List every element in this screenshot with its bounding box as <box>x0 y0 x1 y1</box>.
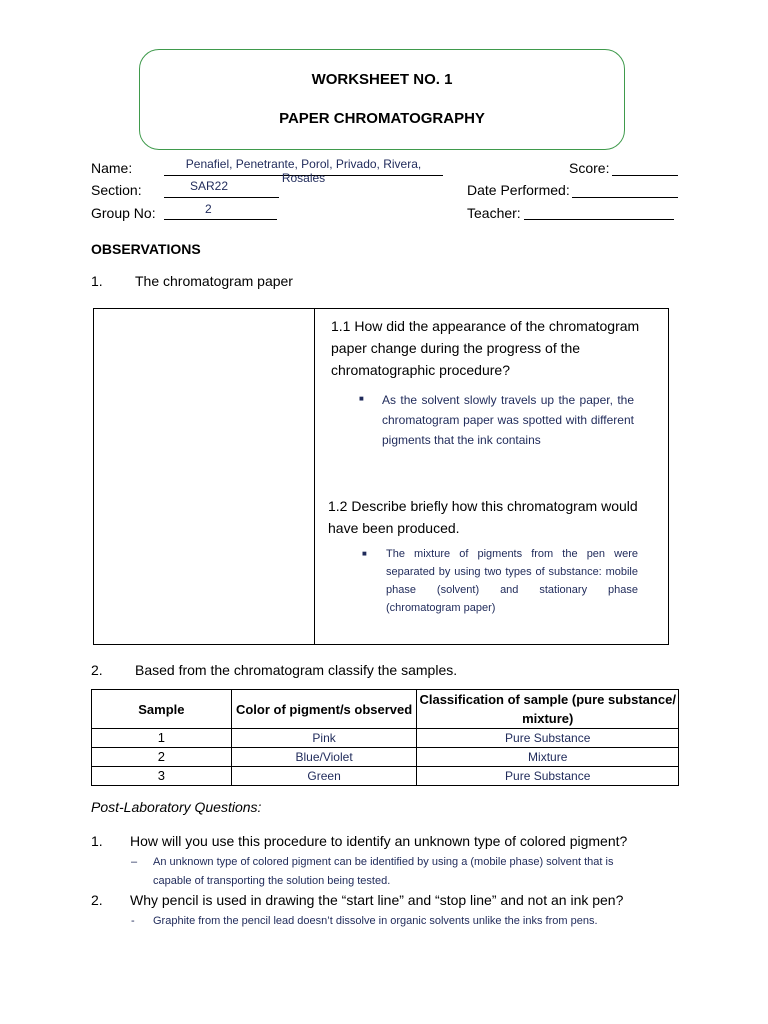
chromatogram-box-divider <box>314 308 315 645</box>
cell-sample: 3 <box>92 767 232 786</box>
worksheet-title: WORKSHEET NO. 1 <box>311 71 453 88</box>
question-1-1: 1.1 How did the appearance of the chromatogram paper change during the progress of the chromatographic procedure? <box>331 318 640 378</box>
post-lab-heading: Post-Laboratory Questions: <box>91 799 262 815</box>
cell-color: Pink <box>231 729 417 748</box>
item1-number: 1. <box>91 273 103 289</box>
bullet-1-2: ■ <box>362 549 367 558</box>
group-underline <box>164 218 277 220</box>
table-header-row <box>92 690 679 729</box>
bullet-1-1: ■ <box>359 394 364 403</box>
samples-table <box>91 689 679 786</box>
score-underline <box>612 174 678 176</box>
title-box <box>139 49 625 150</box>
post-q2: Why pencil is used in drawing the “start line” and “stop line” and not an ink pen? <box>130 892 624 908</box>
cell-sample: 2 <box>92 748 232 767</box>
header-sample: Sample <box>92 690 232 729</box>
date-underline <box>572 196 678 198</box>
section-label: Section: <box>91 182 142 198</box>
cell-sample: 1 <box>92 729 232 748</box>
post-q2-number: 2. <box>91 892 103 908</box>
item2-text: Based from the chromatogram classify the samples. <box>135 662 458 678</box>
table-row <box>92 748 679 767</box>
group-label: Group No: <box>91 205 156 221</box>
date-label: Date Performed: <box>467 182 570 198</box>
table-row <box>92 767 679 786</box>
post-a2: Graphite from the pencil lead doesn’t dissolve in organic solvents unlike the inks from pens. <box>153 915 598 927</box>
teacher-underline <box>524 218 674 220</box>
group-value: 2 <box>205 202 212 216</box>
item1-text: The chromatogram paper <box>135 273 293 289</box>
teacher-label: Teacher: <box>467 205 521 221</box>
section-value: SAR22 <box>190 179 229 193</box>
question-1-2: 1.2 Describe briefly how this chromatogram would have been produced. <box>328 498 638 536</box>
item2-number: 2. <box>91 662 103 678</box>
cell-color: Green <box>231 767 417 786</box>
cell-classification: Pure Substance <box>417 729 679 748</box>
cell-classification: Mixture <box>417 748 679 767</box>
section-underline <box>164 196 279 198</box>
answer-1-2: The mixture of pigments from the pen were separated by using two types of substance: mobile phase (solvent) and stationary phase (chromatogram paper) <box>386 548 638 614</box>
post-q1: How will you use this procedure to identify an unknown type of colored pigment? <box>130 833 628 849</box>
header-classification: Classification of sample (pure substance/ mixture) <box>417 690 679 729</box>
post-q1-number: 1. <box>91 833 103 849</box>
worksheet-subtitle: PAPER CHROMATOGRAPHY <box>279 110 485 127</box>
answer-1-1: As the solvent slowly travels up the paper, the chromatogram paper was spotted with different pigments that the ink contains <box>382 393 634 447</box>
post-a1: An unknown type of colored pigment can be identified by using a (mobile phase) solvent that is capable of transporting the solution being tested. <box>153 856 614 887</box>
name-label: Name: <box>91 160 133 176</box>
post-a2-dash: - <box>131 915 135 927</box>
cell-color: Blue/Violet <box>231 748 417 767</box>
score-label: Score: <box>569 160 610 176</box>
table-row <box>92 729 679 748</box>
header-color: Color of pigment/s observed <box>231 690 417 729</box>
observations-heading: OBSERVATIONS <box>91 241 201 257</box>
name-value: Penafiel, Penetrante, Porol, Privado, Rivera, Rosales <box>185 157 422 185</box>
post-a1-dash: – <box>131 856 138 868</box>
cell-classification: Pure Substance <box>417 767 679 786</box>
